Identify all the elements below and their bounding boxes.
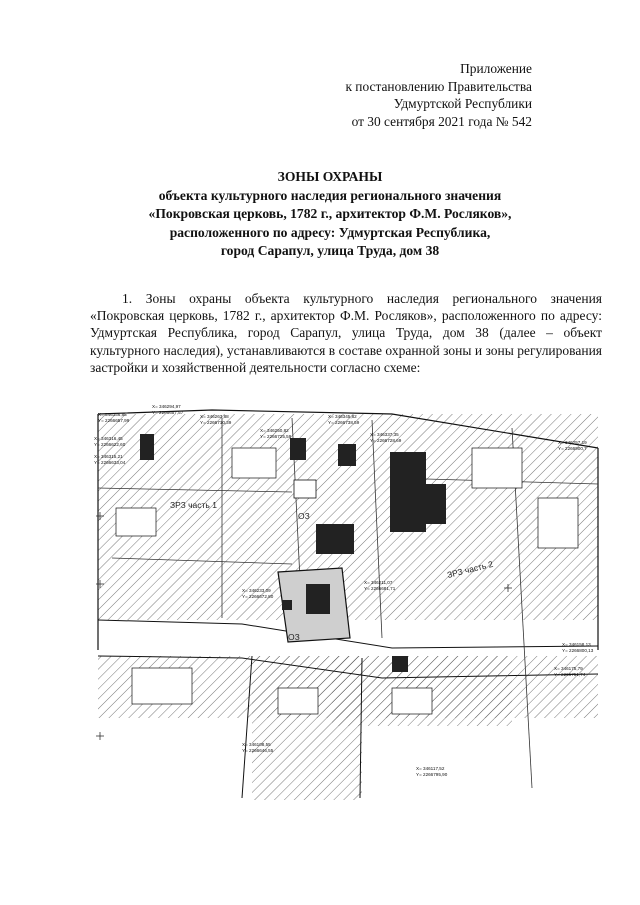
coord-label: Х= 346263,88 (200, 414, 229, 419)
coord-label: Х= 346337,35 (370, 432, 399, 437)
appendix-line-3: Удмуртской Республики (393, 96, 532, 111)
appendix-block (272, 60, 532, 130)
appendix-line-1: Приложение (460, 61, 532, 76)
outline-building-3 (472, 448, 522, 488)
title-line-4: расположенного по адресу: Удмуртская Республика, (169, 224, 491, 240)
coord-label: Х= 346117,52 (416, 766, 445, 771)
building-2 (290, 438, 306, 460)
building-1 (140, 434, 154, 460)
zrz-part1-label: ЗРЗ часть 1 (170, 500, 217, 510)
appendix-line-2: к постановлению Правительства (345, 78, 532, 94)
coord-label: Y= 2266725,59 (260, 434, 292, 439)
coord-label: Х= 346294,97 (152, 404, 181, 409)
protection-zones-scheme (92, 388, 604, 800)
coord-label: Y= 2266681,71 (364, 586, 396, 591)
outline-building-1 (232, 448, 276, 478)
coord-label: Х= 346250,82 (260, 428, 289, 433)
building-5 (426, 484, 446, 524)
title-line-1: ЗОНЫ ОХРАНЫ (277, 169, 383, 184)
oz-bottom-label: ОЗ (288, 632, 300, 642)
coord-label: Y= 2266633,04 (94, 460, 126, 465)
coord-label: Х= 346158,13 (562, 642, 591, 647)
coord-label: Y= 2266751,74 (554, 672, 586, 677)
outline-building-6 (278, 688, 318, 714)
building-3 (338, 444, 356, 466)
title-line-5: город Сарапул, улица Труда, дом 38 (220, 243, 440, 259)
coord-label: Х= 346108,55 (242, 742, 271, 747)
coord-label: Y= 2266710,39 (200, 420, 232, 425)
coord-label: Х= 346315,21 (94, 454, 123, 459)
coord-label: Х= 346175,79 (554, 666, 583, 671)
coord-label: Y= 2266657,57 (152, 410, 184, 415)
coord-label: Х= 346316,45 (94, 436, 123, 441)
coord-label: Y= 2266672,80 (242, 594, 274, 599)
appendix-line-4: от 30 сентября 2021 года № 542 (351, 113, 532, 129)
coord-label: Х= 346211,07 (364, 580, 393, 585)
coord-label: Х= 346345,82 (328, 414, 357, 419)
outline-building-7 (392, 688, 432, 714)
title-line-3: «Покровская церковь, 1782 г., архитектор Ф.М. Росляков», (148, 206, 512, 222)
document-title (90, 168, 570, 261)
coord-label: Y= 2266738,59 (328, 420, 360, 425)
coord-label: Y= 2266728,69 (370, 438, 402, 443)
building-4 (390, 452, 426, 532)
zrz-part2-label: ЗРЗ часть 2 (446, 558, 495, 580)
coord-label: Y= 2266795,90 (416, 772, 448, 777)
coord-label: Y= 2266657,99 (98, 418, 130, 423)
coord-label: Y= 2266646,55 (242, 748, 274, 753)
coord-label: Х= 346257,19 (558, 440, 587, 445)
outline-building-5 (132, 668, 192, 704)
scheme-svg (92, 388, 604, 800)
building-6 (316, 524, 354, 554)
outline-building-2 (116, 508, 156, 536)
outline-building-4 (538, 498, 578, 548)
coord-label: Х= 346233,09 (242, 588, 271, 593)
church-building (306, 584, 330, 614)
building-8 (282, 600, 292, 610)
title-line-2: объекта культурного наследия регионального значения (158, 187, 502, 203)
building-7 (392, 656, 408, 672)
coord-label: Х= 346336,85 (98, 412, 127, 417)
oz-upper-box (294, 480, 316, 498)
oz-top-label: ОЗ (298, 511, 310, 521)
coord-label: Y= 2266900,7 (558, 446, 587, 451)
coord-label: Y= 2266622,60 (94, 442, 126, 447)
coord-label: Y= 2266800,13 (562, 648, 594, 653)
paragraph-1: 1. Зоны охраны объекта культурного наследия регионального значения «Покровская церковь, 1782 г., архитектор Ф.М. Росляков», расположенного по адресу: Удмуртская Республика, город Сарапул, улица Труда, дом 38 (далее – объект культурного наследия), устанавливаются в составе охранной зоны и зоны регулирования застройки и хозяйственной деятельности согласно схеме: (90, 291, 602, 375)
